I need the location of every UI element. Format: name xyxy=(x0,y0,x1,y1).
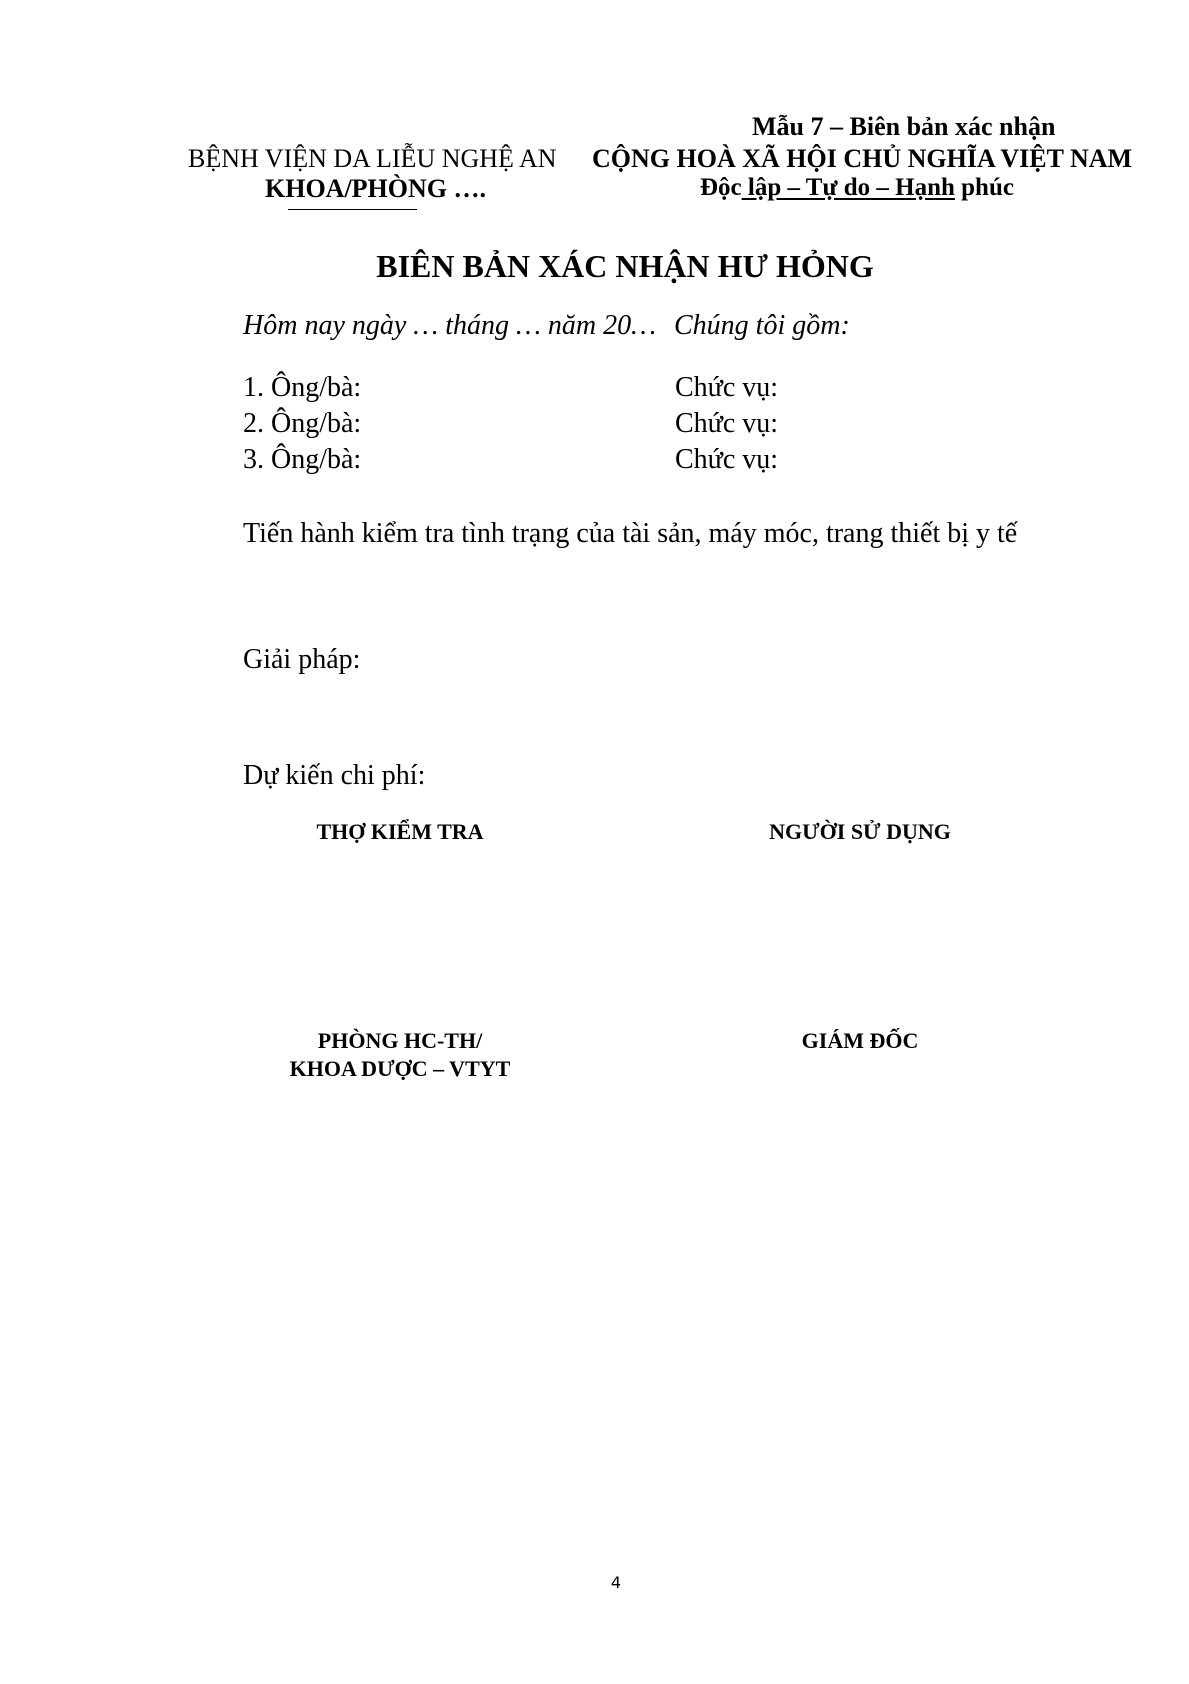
form-tag: Mẫu 7 – Biên bản xác nhận xyxy=(752,112,1056,141)
member-position-label: Chức vụ: xyxy=(675,372,779,403)
technician-signature-title: THỢ KIỂM TRA xyxy=(316,819,484,844)
inspection-text: Tiến hành kiểm tra tình trạng của tài sản, máy móc, trang thiết bị y tế xyxy=(243,518,1018,549)
department-underline xyxy=(288,209,417,210)
document-title: BIÊN BẢN XÁC NHẬN HƯ HỎNG xyxy=(376,248,874,284)
admin-signature-title-line1: PHÒNG HC-TH/ xyxy=(317,1028,483,1053)
member-position-label: Chức vụ: xyxy=(675,408,779,439)
intro-line xyxy=(243,310,850,342)
admin-signature-title-line2: KHOA DƯỢC – VTYT xyxy=(289,1056,511,1081)
solution-label: Giải pháp: xyxy=(243,644,361,675)
user-signature-title: NGƯỜI SỬ DỤNG xyxy=(769,819,951,844)
member-position-label: Chức vụ: xyxy=(675,444,779,475)
member-name-label: 1. Ông/bà: xyxy=(243,372,362,403)
national-motto xyxy=(700,174,1014,202)
cost-label: Dự kiến chi phí: xyxy=(243,760,426,791)
motto-prefix: Độc xyxy=(700,174,742,201)
member-name-label: 3. Ông/bà: xyxy=(243,444,362,475)
director-signature-title: GIÁM ĐỐC xyxy=(801,1028,919,1053)
national-title: CỘNG HOÀ XÃ HỘI CHỦ NGHĨA VIỆT NAM xyxy=(592,144,1133,173)
member-name-label: 2. Ông/bà: xyxy=(243,408,362,439)
department-name: KHOA/PHÒNG …. xyxy=(265,174,486,203)
page-number: 4 xyxy=(610,1573,622,1592)
date-line: Hôm nay ngày … tháng … năm 20… xyxy=(243,310,656,341)
motto-suffix: phúc xyxy=(954,174,1014,201)
members-intro: Chúng tôi gồm: xyxy=(674,310,850,341)
motto-underlined: lập – Tự do – Hạnh xyxy=(741,174,955,201)
hospital-name: BỆNH VIỆN DA LIỄU NGHỆ AN xyxy=(188,144,557,173)
